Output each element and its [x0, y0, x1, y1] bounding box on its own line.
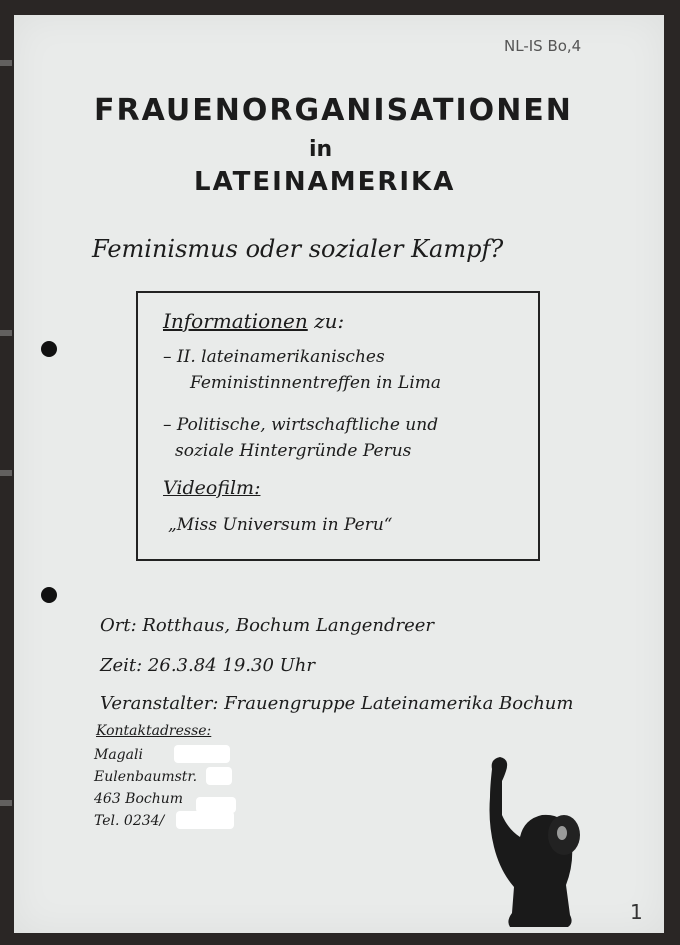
info-box — [136, 291, 540, 561]
event-location: Ort: Rotthaus, Bochum Langendreer — [100, 615, 435, 636]
punch-hole-top — [41, 341, 57, 357]
video-heading: Videofilm: — [163, 477, 261, 499]
info-heading-word: Informationen — [163, 309, 308, 333]
scan-edge-mark — [0, 470, 12, 476]
info-item-2-line-2: soziale Hintergründe Perus — [175, 441, 412, 461]
contact-city: 463 Bochum — [94, 791, 184, 807]
scan-edge-mark — [0, 60, 12, 66]
info-item-2-line-1: – Politische, wirtschaftliche und — [163, 415, 439, 435]
archive-reference: NL-IS Bo,4 — [504, 37, 582, 55]
redaction-street — [206, 767, 232, 785]
punch-hole-bottom — [41, 587, 57, 603]
subtitle: Feminismus oder sozialer Kampf? — [92, 235, 504, 263]
contact-name: Magali — [94, 747, 143, 763]
flyer-page — [14, 15, 664, 933]
info-item-1-line-2: Feministinnentreffen in Lima — [190, 373, 442, 393]
contact-heading: Kontaktadresse: — [96, 723, 212, 739]
event-time: Zeit: 26.3.84 19.30 Uhr — [100, 655, 315, 676]
redaction-phone — [176, 811, 234, 829]
page-number: 1 — [630, 900, 643, 924]
video-title: „Miss Universum in Peru“ — [168, 515, 393, 535]
info-heading — [163, 309, 344, 333]
contact-street: Eulenbaumstr. — [94, 769, 198, 785]
title-line-2: in — [309, 137, 333, 162]
event-organizer: Veranstalter: Frauengruppe Lateinamerika Bochum — [100, 693, 574, 714]
scan-edge-mark — [0, 330, 12, 336]
redaction-name — [174, 745, 230, 763]
info-item-1-line-1: – II. lateinamerikanisches — [163, 347, 385, 367]
title-line-3: LATEINAMERIKA — [194, 167, 456, 197]
scan-edge-mark — [0, 800, 12, 806]
raised-fist-woman-illustration — [480, 755, 600, 927]
contact-phone: Tel. 0234/ — [94, 813, 165, 829]
title-line-1: FRAUENORGANISATIONEN — [94, 93, 573, 128]
info-heading-suffix: zu: — [314, 309, 345, 333]
